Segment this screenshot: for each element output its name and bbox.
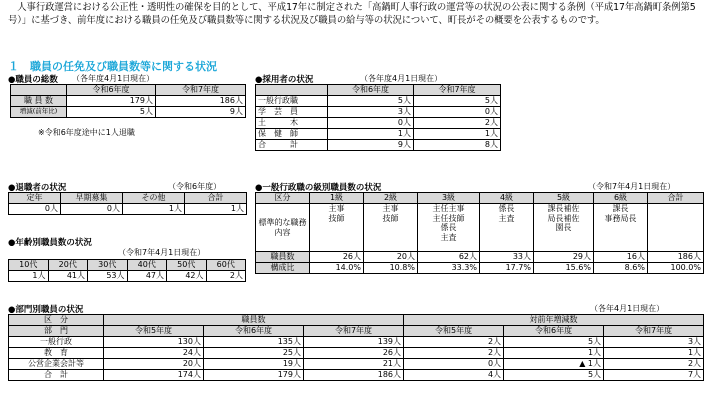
dept-row-label: 教 育	[9, 348, 104, 359]
dept-cell: 21人	[304, 359, 404, 370]
hired-h2: 令和7年度	[414, 85, 501, 96]
dept-cell: 139人	[304, 337, 404, 348]
grade-ratio: 33.3%	[418, 263, 480, 274]
total-h2: 令和7年度	[156, 85, 246, 96]
hired-cell: 5人	[328, 96, 414, 107]
dept-cell: 5人	[504, 370, 604, 381]
grade-count-label: 職員数	[256, 252, 310, 263]
dept-cell: 2人	[404, 337, 504, 348]
age-h: 30代	[88, 260, 128, 271]
grade-date: （令和7年4月1日現在）	[588, 182, 676, 191]
total-cell: 186人	[156, 96, 246, 107]
dept-sub: 令和6年度	[504, 326, 604, 337]
total-cell: 5人	[67, 107, 156, 118]
age-h: 40代	[127, 260, 167, 271]
age-h: 10代	[9, 260, 49, 271]
grade-count: 26人	[310, 252, 364, 263]
grade-duty	[648, 204, 704, 252]
dept-date: （各年4月1日現在）	[590, 304, 665, 313]
total-note: ※令和6年度途中に1人退職	[38, 128, 135, 137]
dept-row-label: 一般行政	[9, 337, 104, 348]
dept-cell: 3人	[604, 337, 704, 348]
retired-cell: 0人	[61, 204, 123, 215]
age-cell: 2人	[206, 271, 246, 282]
total-h0	[11, 85, 67, 96]
dept-cell: 174人	[104, 370, 204, 381]
total-row-label: 増減(前年比)	[11, 107, 67, 118]
grade-count: 29人	[534, 252, 594, 263]
hired-h1: 令和6年度	[328, 85, 414, 96]
hired-row-label: 土 木	[256, 118, 328, 129]
dept-group3: 対前年増減数	[404, 315, 704, 326]
grade-ratio: 10.8%	[364, 263, 418, 274]
dept-row-label: 公営企業会計等	[9, 359, 104, 370]
retired-cell: 1人	[185, 204, 247, 215]
hired-title: ●採用者の状況	[255, 75, 314, 85]
hired-h0	[256, 85, 328, 96]
retired-table	[8, 192, 247, 215]
grade-h: 区分	[256, 193, 310, 204]
grade-duty: 課長 事務局長	[594, 204, 648, 252]
total-row-label: 職 員 数	[11, 96, 67, 107]
dept-cell: 4人	[404, 370, 504, 381]
dept-cell: 5人	[504, 337, 604, 348]
section-heading: １ 職員の任免及び職員数等に関する状況	[8, 60, 217, 73]
hired-cell: 9人	[328, 140, 414, 151]
hired-row-label: 保 健 師	[256, 129, 328, 140]
grade-title: ●一般行政職の級別職員数の状況	[255, 183, 382, 193]
grade-count: 186人	[648, 252, 704, 263]
dept-group1: 区 分	[9, 315, 104, 326]
grade-h: 2級	[364, 193, 418, 204]
total-cell: 9人	[156, 107, 246, 118]
hired-cell: 1人	[414, 129, 501, 140]
grade-duty: 主事 技師	[310, 204, 364, 252]
grade-h: 5級	[534, 193, 594, 204]
dept-title: ●部門別職員の状況	[8, 305, 84, 315]
total-title: ●職員の総数	[8, 75, 58, 85]
total-cell: 179人	[67, 96, 156, 107]
retired-h0: 定年	[9, 193, 61, 204]
retired-cell: 1人	[123, 204, 185, 215]
hired-row-label: 一般行政職	[256, 96, 328, 107]
grade-duty: 主事 技師	[364, 204, 418, 252]
hired-table	[255, 84, 501, 151]
retired-cell: 0人	[9, 204, 61, 215]
dept-cell: 24人	[104, 348, 204, 359]
dept-sub: 令和5年度	[404, 326, 504, 337]
age-title: ●年齢別職員数の状況	[8, 238, 92, 248]
dept-group2: 職員数	[104, 315, 404, 326]
grade-h: 4級	[480, 193, 534, 204]
grade-duty: 係長 主査	[480, 204, 534, 252]
dept-cell: 19人	[204, 359, 304, 370]
hired-cell: 8人	[414, 140, 501, 151]
dept-cell: 1人	[604, 348, 704, 359]
grade-table	[255, 192, 704, 274]
age-h: 60代	[206, 260, 246, 271]
dept-cell: 186人	[304, 370, 404, 381]
dept-cell: 179人	[204, 370, 304, 381]
dept-sub0: 部 門	[9, 326, 104, 337]
dept-cell: 0人	[404, 359, 504, 370]
total-table	[10, 84, 246, 118]
age-h: 20代	[48, 260, 88, 271]
dept-sub: 令和6年度	[204, 326, 304, 337]
age-cell: 53人	[88, 271, 128, 282]
grade-ratio: 100.0%	[648, 263, 704, 274]
retired-h3: 合計	[185, 193, 247, 204]
age-cell: 41人	[48, 271, 88, 282]
grade-ratio: 8.6%	[594, 263, 648, 274]
total-date: （各年度4月1日現在）	[72, 74, 155, 83]
dept-sub: 令和7年度	[604, 326, 704, 337]
dept-cell: 1人	[504, 348, 604, 359]
hired-cell: 1人	[328, 129, 414, 140]
hired-cell: 0人	[328, 118, 414, 129]
grade-duty: 課長補佐 局長補佐 園長	[534, 204, 594, 252]
dept-cell: 135人	[204, 337, 304, 348]
retired-date: （令和6年度）	[168, 182, 222, 191]
grade-h: 3級	[418, 193, 480, 204]
dept-cell: 7人	[604, 370, 704, 381]
grade-count: 20人	[364, 252, 418, 263]
hired-cell: 5人	[414, 96, 501, 107]
dept-cell: 25人	[204, 348, 304, 359]
grade-count: 62人	[418, 252, 480, 263]
grade-h: 1級	[310, 193, 364, 204]
hired-cell: 2人	[414, 118, 501, 129]
dept-cell: 20人	[104, 359, 204, 370]
hired-cell: 0人	[414, 107, 501, 118]
dept-cell: 2人	[404, 348, 504, 359]
age-h: 50代	[167, 260, 207, 271]
age-cell: 42人	[167, 271, 207, 282]
total-h1: 令和6年度	[67, 85, 156, 96]
grade-duty-label: 標準的な職務内容	[256, 204, 310, 252]
retired-h1: 早期募集	[61, 193, 123, 204]
grade-h: 6級	[594, 193, 648, 204]
grade-count: 16人	[594, 252, 648, 263]
hired-date: （各年度4月1日現在）	[360, 74, 443, 83]
hired-row-label: 合 計	[256, 140, 328, 151]
age-table	[8, 259, 246, 282]
dept-cell: 2人	[604, 359, 704, 370]
dept-cell: 26人	[304, 348, 404, 359]
grade-count: 33人	[480, 252, 534, 263]
hired-cell: 3人	[328, 107, 414, 118]
hired-row-label: 学 芸 員	[256, 107, 328, 118]
dept-sub: 令和7年度	[304, 326, 404, 337]
grade-ratio-label: 構成比	[256, 263, 310, 274]
dept-sub: 令和5年度	[104, 326, 204, 337]
age-cell: 1人	[9, 271, 49, 282]
grade-duty: 主任主事 主任技師 係長 主査	[418, 204, 480, 252]
grade-ratio: 14.0%	[310, 263, 364, 274]
age-date: （令和7年4月1日現在）	[118, 248, 206, 257]
dept-table	[8, 314, 704, 381]
grade-ratio: 15.6%	[534, 263, 594, 274]
dept-row-label: 合 計	[9, 370, 104, 381]
intro-paragraph: 人事行政運営における公正性・透明性の確保を目的として、平成17年に制定された「高鍋町人事行政の運営等の状況の公表に関する条例（平成17年高鍋町条例第5号）」に基づき、前年度における職員の任免及び職員数等に関する状況及び職員の給与等の状況について、町長がその概要を公表するものです。	[8, 2, 696, 26]
grade-h: 合計	[648, 193, 704, 204]
dept-cell: 130人	[104, 337, 204, 348]
retired-title: ●退職者の状況	[8, 183, 67, 193]
grade-ratio: 17.7%	[480, 263, 534, 274]
age-cell: 47人	[127, 271, 167, 282]
retired-h2: その他	[123, 193, 185, 204]
dept-cell: ▲ 1人	[504, 359, 604, 370]
